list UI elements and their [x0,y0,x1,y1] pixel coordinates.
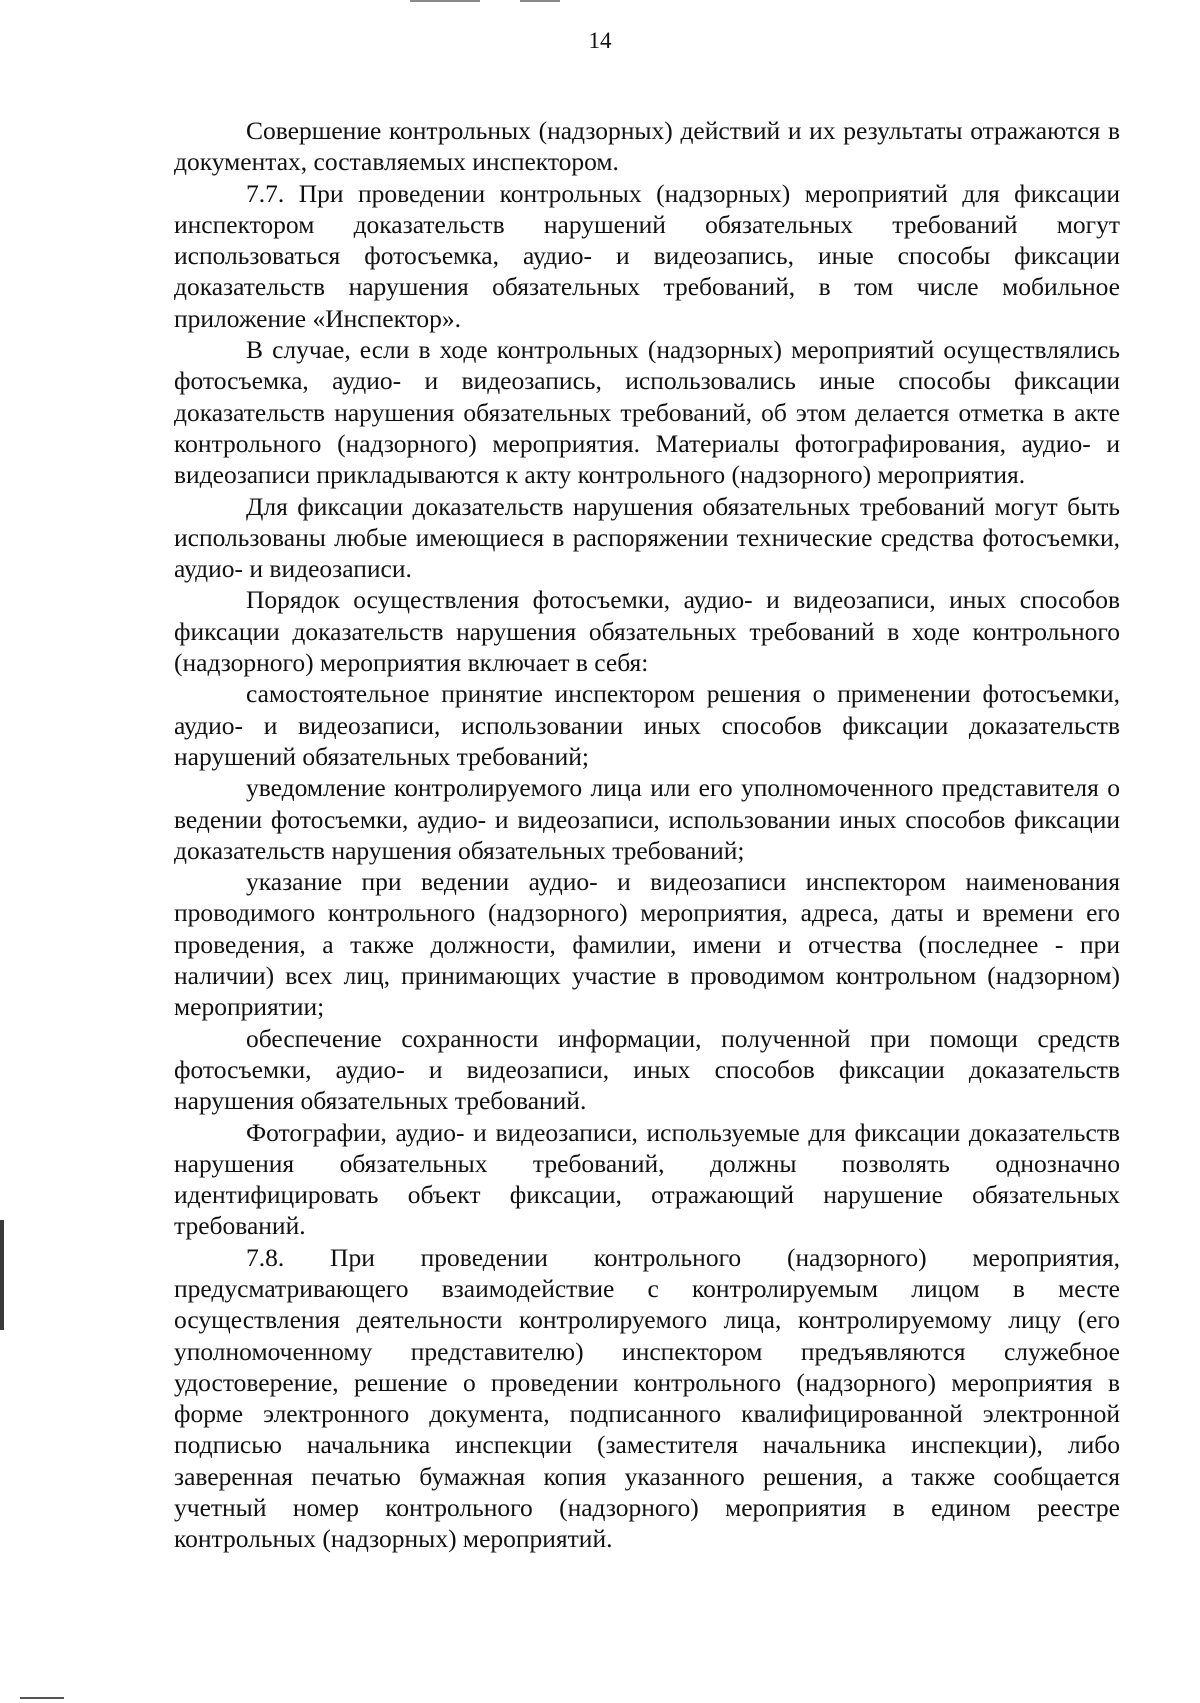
paragraph: Фотографии, аудио- и видеозаписи, используемые для фиксации доказательств нарушения обязательных требований, должны позволять однозначно идентифицировать объект фиксации, отражающий нарушение обязательных требований. [174,1117,1120,1241]
paragraph: Совершение контрольных (надзорных) действий и их результаты отражаются в документах, составляемых инспектором. [174,116,1120,177]
paragraph: Порядок осуществления фотосъемки, аудио- и видеозаписи, иных способов фиксации доказательств нарушения обязательных требований в ходе контрольного (надзорного) мероприятия включает в себя: [174,585,1120,678]
scan-artifact-top [520,0,560,2]
paragraph: 7.8. При проведении контрольного (надзорного) мероприятия, предусматривающего взаимодействие с контролируемым лицом в месте осуществления деятельности контролируемого лица, контролируемому лицу (его уполномоченному представителю) инспектором предъявляются служебное удостоверение, решение о проведении контрольного (надзорного) мероприятия в форме электронного документа, подписанного квалифицированной электронной подписью начальника инспекции (заместителя начальника инспекции), либо заверенная печатью бумажная копия указанного решения, а также сообщается учетный номер контрольного (надзорного) мероприятия в едином реестре контрольных (надзорных) мероприятий. [174,1242,1120,1554]
document-body [174,115,1120,1555]
scan-artifact-left-edge [0,1220,4,1330]
paragraph: самостоятельное принятие инспектором решения о применении фотосъемки, аудио- и видеозаписи, использовании иных способов фиксации доказательств нарушений обязательных требований; [174,679,1120,771]
paragraph: обеспечение сохранности информации, полученной при помощи средств фотосъемки, аудио- и видеозаписи, иных способов фиксации доказательств нарушения обязательных требований. [174,1023,1120,1116]
scan-artifact-top [410,0,480,2]
paragraph: Для фиксации доказательств нарушения обязательных требований могут быть использованы любые имеющиеся в распоряжении технические средства фотосъемки, аудио- и видеозаписи. [174,491,1120,584]
paragraph: В случае, если в ходе контрольных (надзорных) мероприятий осуществлялись фотосъемка, аудио- и видеозапись, использовались иные способы фиксации доказательств нарушения обязательных требований, об этом делается отметка в акте контрольного (надзорного) мероприятия. Материалы фотографирования, аудио- и видеозаписи прикладываются к акту контрольного (надзорного) мероприятия. [174,335,1120,490]
paragraph: 7.7. При проведении контрольных (надзорных) мероприятий для фиксации инспектором доказательств нарушений обязательных требований могут использоваться фотосъемка, аудио- и видеозапись, иные способы фиксации доказательств нарушения обязательных требований, в том числе мобильное приложение «Инспектор». [174,178,1120,333]
paragraph: уведомление контролируемого лица или его уполномоченного представителя о ведении фотосъемки, аудио- и видеозаписи, использовании иных способов фиксации доказательств нарушения обязательных требований; [174,773,1120,865]
scan-artifact-bottom [20,1697,64,1699]
page-number: 14 [588,28,612,53]
paragraph: указание при ведении аудио- и видеозаписи инспектором наименования проводимого контрольного (надзорного) мероприятия, адреса, даты и времени его проведения, а также должности, фамилии, имени и отчества (последнее - при наличии) всех лиц, принимающих участие в проводимом контрольном (надзорном) мероприятии; [174,867,1120,1022]
